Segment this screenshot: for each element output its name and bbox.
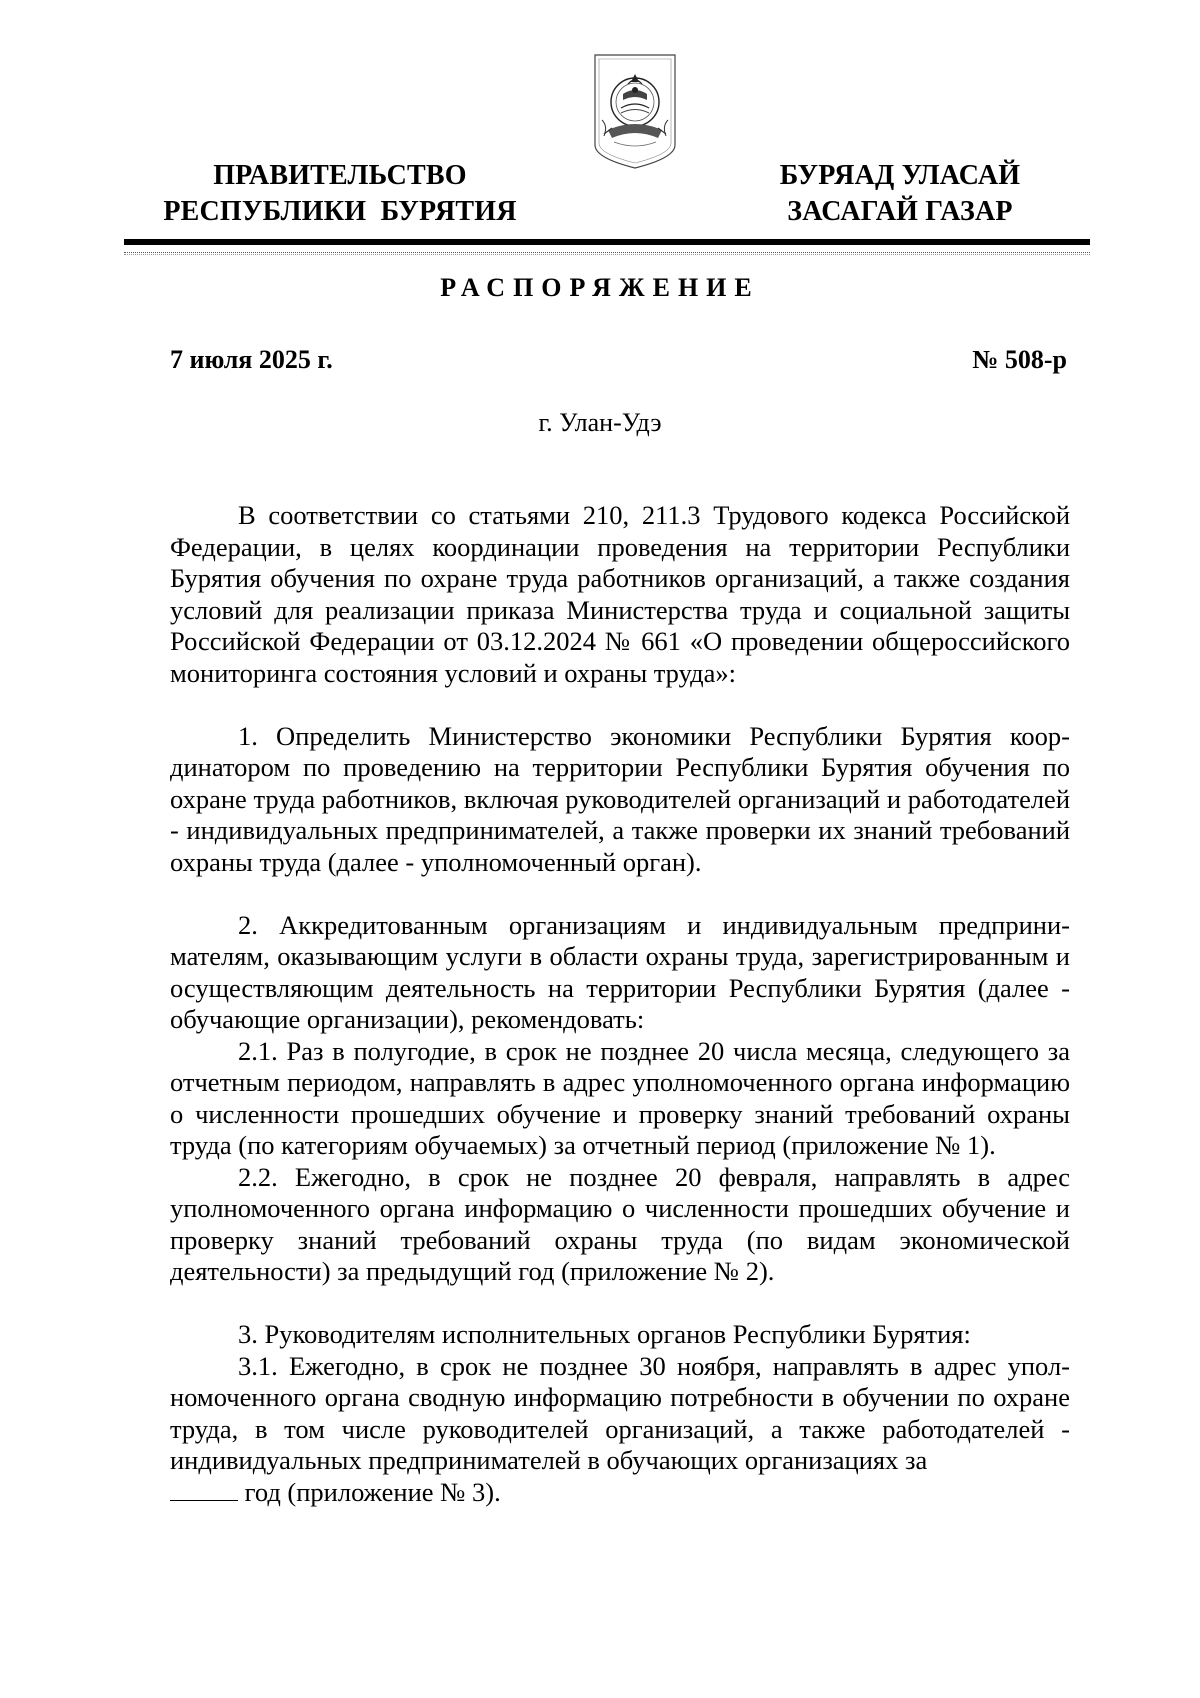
item-2-paragraph: 2. Аккредитованным организациям и индивидуальным предпринимателям, оказывающим услуги в области охраны труда, зарегистрированным и осуществляющим деятельность на территории Республики Бурятия (далее - обучающие организации), рекомендовать:	[170, 909, 1070, 1034]
coat-of-arms-icon	[590, 50, 680, 175]
document-title: РАСПОРЯЖЕНИЕ	[440, 273, 760, 302]
header-dotted-divider-2	[124, 254, 1090, 255]
org-left-line-1: ПРАВИТЕЛЬСТВО	[213, 160, 467, 191]
org-right-line-1: БУРЯАД УЛАСАЙ	[779, 160, 1021, 191]
item-3-1-tail: год (приложение № 3).	[244, 1476, 501, 1507]
document-body	[170, 500, 1070, 1508]
item-2-2-paragraph: 2.2. Ежегодно, в срок не позднее 20 февраля, направлять в адрес уполномоченного органа информацию о численности прошедших обучение и проверку знаний требований охраны труда (по видам экономической деятельности) за предыдущий год (приложение № 2).	[170, 1161, 1070, 1286]
item-3-1-paragraph	[170, 1351, 1070, 1509]
document-city: г. Улан-Удэ	[538, 408, 662, 437]
year-blank-line	[170, 1478, 238, 1501]
document-date: 7 июля 2025 г.	[170, 345, 333, 374]
header-divider	[124, 239, 1090, 245]
preamble-paragraph: В соответствии со статьями 210, 211.3 Трудового кодекса Российской Федерации, в целях координации проведения на территории Республики Бурятия обучения по охране труда работников организаций, а также создания условий для реализации приказа Министерства труда и социальной защиты Российской Федерации от 03.12.2024 № 661 «О проведении общероссийского мониторинга состояния условий и охраны труда»:	[170, 500, 1070, 688]
item-2-1-paragraph: 2.1. Раз в полугодие, в срок не позднее 20 числа месяца, следующего за отчетным периодом, направлять в адрес уполномоченного органа информацию о численности прошедших обучение и проверку знаний требований охраны труда (по категориям обучаемых) за отчетный период (приложение № 1).	[170, 1035, 1070, 1160]
header-dotted-divider	[124, 252, 1090, 253]
org-right-line-2: ЗАСАГАЙ ГАЗАР	[787, 196, 1013, 227]
item-1-paragraph: 1. Определить Министерство экономики Республики Бурятия координатором по проведению на территории Республики Бурятия обучения по охране труда работников, включая руководителей организаций и работодателей - индивидуальных предпринимателей, а также проверки их знаний требований охраны труда (далее - уполномоченный орган).	[170, 720, 1070, 877]
document-number: № 508-р	[972, 345, 1067, 374]
government-name-buryat	[735, 158, 1065, 230]
item-3-paragraph: 3. Руководителям исполнительных органов Республики Бурятия:	[238, 1319, 971, 1349]
government-name-russian	[160, 158, 520, 230]
item-3-1-text: 3.1. Ежегодно, в срок не позднее 30 ноября, направлять в адрес уполномоченного органа сводную информацию потребности в обучении по охране труда, в том числе руководителей организаций, а также работодателей - индивидуальных предпринимателей в обучающих организациях за	[170, 1350, 1070, 1475]
org-left-line-2: РЕСПУБЛИКИ БУРЯТИЯ	[163, 196, 517, 227]
